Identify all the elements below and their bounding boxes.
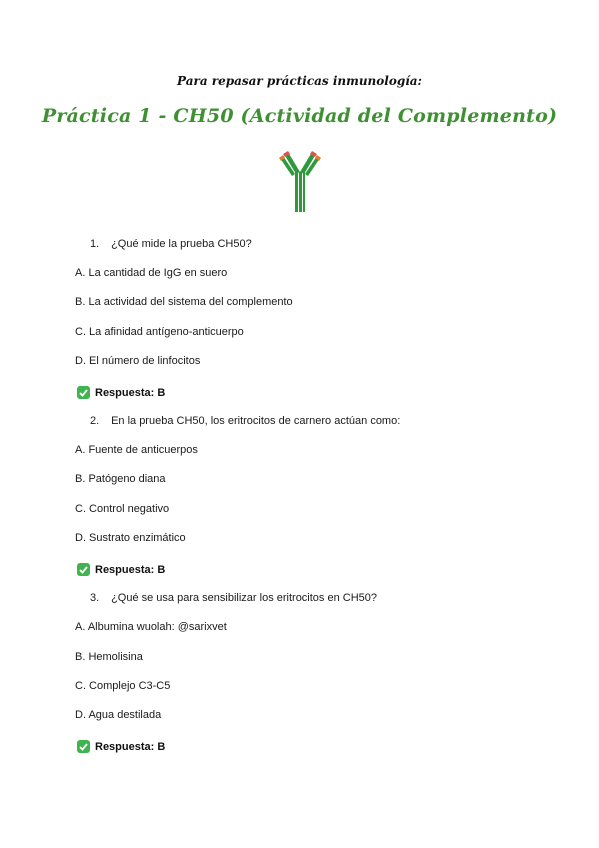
option-c: C. Complejo C3-C5 <box>75 680 171 692</box>
option-d: D. El número de linfocitos <box>75 355 201 367</box>
question-1 <box>90 238 252 250</box>
option-a: A. La cantidad de IgG en suero <box>75 267 228 279</box>
option-d: D. Agua destilada <box>75 709 162 721</box>
answer-3 <box>77 740 165 753</box>
checkmark-icon <box>77 386 90 399</box>
question-number: 3. <box>90 592 100 604</box>
question-number: 1. <box>90 238 100 250</box>
option-c: C. La afinidad antígeno-anticuerpo <box>75 326 244 338</box>
answer-text: Respuesta: B <box>95 563 166 576</box>
option-b: B. Hemolisina <box>75 651 143 663</box>
option-a: A. Fuente de anticuerpos <box>75 444 198 456</box>
answer-text: Respuesta: B <box>95 740 166 753</box>
option-c: C. Control negativo <box>75 503 170 515</box>
question-text: ¿Qué mide la prueba CH50? <box>111 238 252 250</box>
checkmark-icon <box>77 563 90 576</box>
answer-text: Respuesta: B <box>95 386 166 399</box>
pre-title: Para repasar prácticas inmunología: <box>177 74 422 88</box>
page-title: Práctica 1 - CH50 (Actividad del Complemento) <box>41 105 558 127</box>
answer-2 <box>77 563 165 576</box>
question-text: En la prueba CH50, los eritrocitos de carnero actúan como: <box>111 415 401 427</box>
question-2 <box>90 415 400 427</box>
question-3 <box>90 592 377 604</box>
checkmark-icon <box>77 740 90 753</box>
option-b: B. Patógeno diana <box>75 473 166 485</box>
question-text: ¿Qué se usa para sensibilizar los eritrocitos en CH50? <box>111 592 378 604</box>
question-number: 2. <box>90 415 100 427</box>
option-a: A. Albumina wuolah: @sarixvet <box>75 621 227 633</box>
option-d: D. Sustrato enzimático <box>75 532 186 544</box>
answer-1 <box>77 386 165 399</box>
option-b: B. La actividad del sistema del complemento <box>75 296 293 308</box>
antibody-icon <box>278 150 322 212</box>
